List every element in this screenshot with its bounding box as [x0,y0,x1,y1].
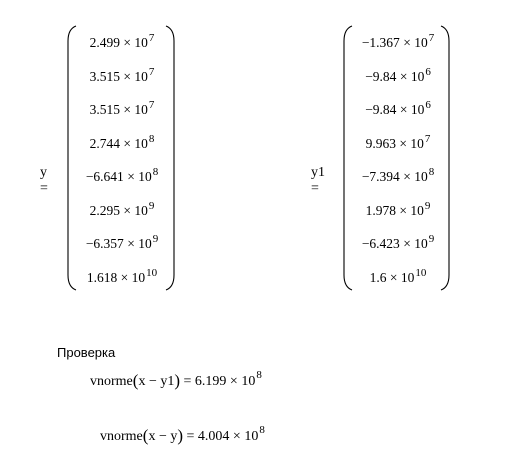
entry-exponent: 9 [424,199,431,212]
entry-times-sign: × [123,35,131,50]
formula-exponent: 8 [259,424,265,436]
entry-base: 10 [138,236,152,251]
entry-times-sign: × [120,269,129,285]
vector-y-matrix [72,32,172,292]
vector-y-entry[interactable] [72,32,172,54]
formula-close-paren: ) [177,426,184,445]
entry-exponent: 7 [148,32,155,44]
entry-base: 10 [410,202,424,218]
entry-exponent: 10 [146,266,158,279]
vector-y1-entry[interactable] [348,233,448,255]
vector-y1-entry[interactable] [348,133,448,155]
entry-exponent: 6 [425,65,431,78]
entry-mantissa: 1.6 [369,269,387,285]
entry-times-sign: × [127,169,135,184]
entry-base: 10 [414,35,428,50]
formula-exponent: 8 [256,369,262,381]
vector-y-name: y [40,165,47,180]
entry-exponent: 9 [148,199,155,212]
entry-mantissa: −9.84 [365,102,397,117]
entry-mantissa: 2.295 [89,202,120,218]
entry-mantissa: 3.515 [89,102,120,117]
formula-arg: x − y1 [138,374,175,389]
entry-times-sign: × [123,68,131,84]
vector-y-entry[interactable] [72,66,172,88]
entry-times-sign: × [399,102,408,117]
entry-exponent: 7 [148,99,155,111]
vector-y-entry[interactable] [72,233,172,255]
entry-mantissa: −6.641 [85,169,124,184]
entry-exponent: 7 [424,132,431,145]
entry-mantissa: 1.978 [365,202,396,218]
entry-base: 10 [410,68,425,84]
entry-exponent: 9 [152,233,159,245]
vector-y1-entry[interactable] [348,32,448,54]
vector-y1-entry[interactable] [348,66,448,88]
vector-y1-equals: = [311,181,319,196]
entry-base: 10 [134,68,148,84]
entry-mantissa: 1.618 [86,269,118,285]
vector-y1-entry[interactable] [348,99,448,121]
entry-base: 10 [134,202,148,218]
vector-y1-label[interactable] [311,165,325,197]
check-heading[interactable]: Проверка [57,345,116,360]
formula-mantissa: 4.004 [197,429,230,444]
entry-times-sign: × [123,202,131,218]
vector-y1-matrix [348,32,448,292]
entry-exponent: 10 [415,266,427,279]
entry-base: 10 [131,269,146,285]
vnorme-y1-formula[interactable] [90,370,262,390]
formula-equals: = [183,374,192,389]
vector-y-entry[interactable] [72,166,172,188]
vector-y1-entry[interactable] [348,166,448,188]
vnorme-y-formula[interactable] [100,425,265,445]
formula-base: 10 [241,374,256,389]
vector-y-entry[interactable] [72,200,172,222]
entry-base: 10 [138,169,152,184]
entry-exponent: 7 [428,32,435,44]
formula-fn: vnorme [90,374,133,389]
entry-times-sign: × [127,236,135,251]
entry-base: 10 [400,269,415,285]
vector-y1-entry[interactable] [348,200,448,222]
vector-y1-name: y1 [311,165,325,180]
entry-times-sign: × [403,35,411,50]
entry-exponent: 8 [148,132,155,145]
entry-exponent: 9 [428,233,435,245]
vector-y-label[interactable] [40,165,48,197]
entry-exponent: 8 [152,166,159,178]
vector-y-equals: = [40,181,48,196]
formula-mantissa: 6.199 [194,374,227,389]
entry-times-sign: × [399,68,408,84]
entry-times-sign: × [123,102,131,117]
entry-base: 10 [414,236,428,251]
vector-y-entry[interactable] [72,267,172,289]
formula-open-paren: ( [132,371,139,390]
entry-times-sign: × [399,202,407,218]
formula-open-paren: ( [142,426,149,445]
formula-times: × [232,429,241,444]
entry-mantissa: −7.394 [361,169,400,184]
entry-base: 10 [134,102,148,117]
entry-mantissa: −1.367 [361,35,400,50]
entry-exponent: 6 [425,99,431,111]
entry-base: 10 [414,169,428,184]
entry-mantissa: −6.357 [85,236,124,251]
vector-y1-entry[interactable] [348,267,448,289]
formula-times: × [229,374,238,389]
formula-fn: vnorme [100,429,143,444]
entry-times-sign: × [403,236,411,251]
entry-mantissa: 2.499 [89,35,120,50]
vector-y-entry[interactable] [72,99,172,121]
entry-times-sign: × [389,269,398,285]
entry-exponent: 7 [148,65,155,78]
formula-close-paren: ) [174,371,181,390]
formula-equals: = [186,429,195,444]
entry-times-sign: × [403,169,411,184]
entry-mantissa: 2.744 [89,135,120,151]
entry-base: 10 [134,35,148,50]
entry-exponent: 8 [428,166,435,178]
entry-mantissa: −6.423 [361,236,400,251]
entry-mantissa: −9.84 [365,68,397,84]
formula-base: 10 [244,429,259,444]
entry-mantissa: 3.515 [89,68,120,84]
vector-y-entry[interactable] [72,133,172,155]
entry-times-sign: × [123,135,131,151]
entry-base: 10 [134,135,148,151]
entry-times-sign: × [399,135,407,151]
formula-arg: x − y [148,429,178,444]
entry-mantissa: 9.963 [365,135,396,151]
entry-base: 10 [410,102,425,117]
entry-base: 10 [410,135,424,151]
